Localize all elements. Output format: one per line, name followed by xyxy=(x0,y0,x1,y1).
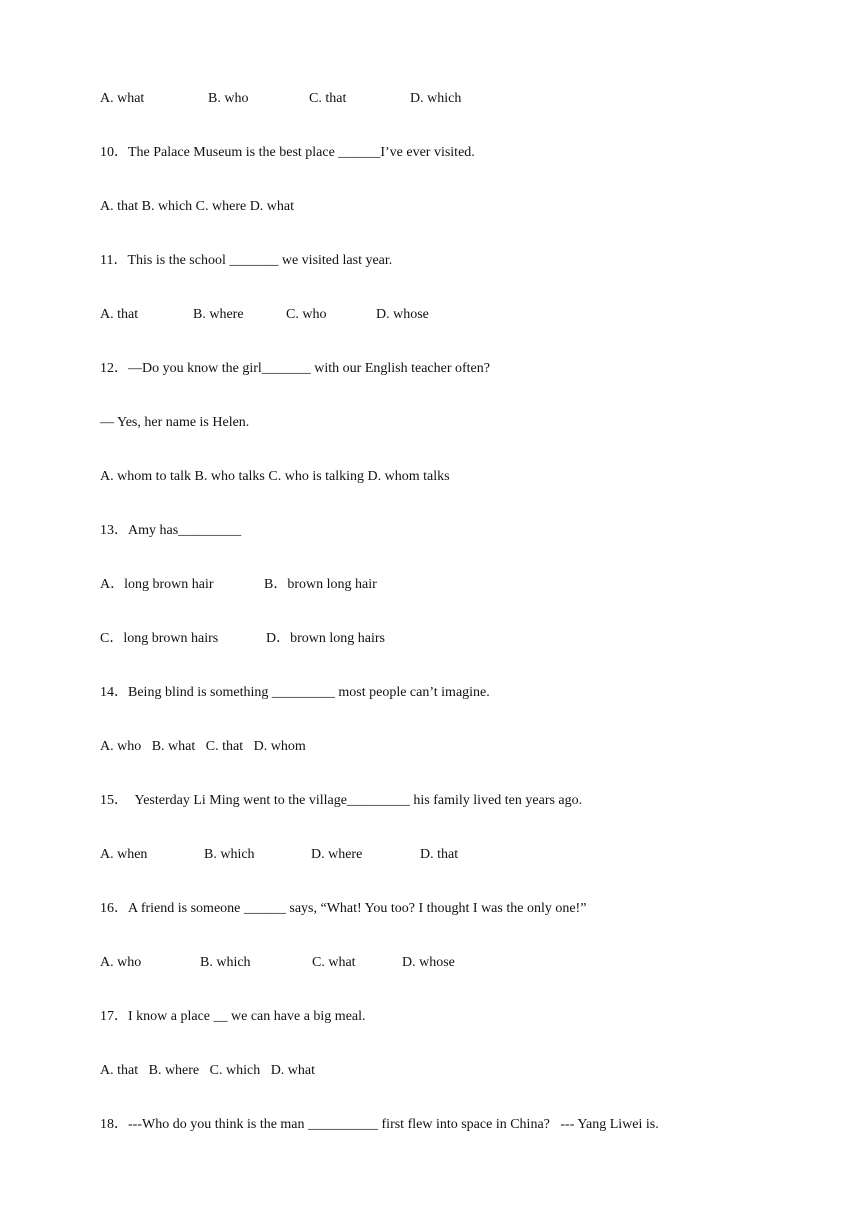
q13-stem: 13．Amy has_________ xyxy=(100,523,242,538)
q16-option-d: D. whose xyxy=(402,955,455,970)
q14-stem: 14．Being blind is something _________ most people can’t imagine. xyxy=(100,685,490,700)
q13-option-d: D．brown long hairs xyxy=(266,631,385,646)
q11-option-d: D. whose xyxy=(376,307,429,322)
q15-option-c: D. where xyxy=(311,847,363,862)
q16-option-c: C. what xyxy=(312,955,356,970)
q11-stem: 11．This is the school _______ we visited last year. xyxy=(100,253,393,268)
q15-option-b: B. which xyxy=(204,847,255,862)
q11-option-a: A. that xyxy=(100,307,139,322)
q17-options: A. that B. where C. which D. what xyxy=(100,1063,316,1078)
q15-stem: 15． Yesterday Li Ming went to the village_________ his family lived ten years ago. xyxy=(100,793,583,808)
q13-option-b: B．brown long hair xyxy=(264,577,377,592)
q9-option-b: B. who xyxy=(208,91,249,106)
q13-option-a: A．long brown hair xyxy=(100,577,214,592)
q10-options: A. that B. which C. where D. what xyxy=(100,199,295,214)
q10-stem: 10．The Palace Museum is the best place ______I’ve ever visited. xyxy=(100,145,475,160)
q9-option-c: C. that xyxy=(309,91,347,106)
q9-option-a: A. what xyxy=(100,91,145,106)
q12-stem: 12．—Do you know the girl_______ with our English teacher often? xyxy=(100,361,490,376)
q9-option-d: D. which xyxy=(410,91,462,106)
q12-reply: — Yes, her name is Helen. xyxy=(100,415,250,430)
q15-option-d: D. that xyxy=(420,847,459,862)
q11-option-b: B. where xyxy=(193,307,244,322)
q13-option-c: C．long brown hairs xyxy=(100,631,219,646)
q17-stem: 17．I know a place __ we can have a big meal. xyxy=(100,1009,366,1024)
q18-stem: 18．---Who do you think is the man __________ first flew into space in China? --- Yang Liwei is. xyxy=(100,1117,659,1132)
q11-option-c: C. who xyxy=(286,307,327,322)
q16-option-a: A. who xyxy=(100,955,142,970)
q16-stem: 16．A friend is someone ______ says, “What! You too? I thought I was the only one!” xyxy=(100,901,587,916)
q16-option-b: B. which xyxy=(200,955,251,970)
q14-options: A. who B. what C. that D. whom xyxy=(100,739,306,754)
q12-options: A. whom to talk B. who talks C. who is talking D. whom talks xyxy=(100,469,450,484)
q15-option-a: A. when xyxy=(100,847,148,862)
